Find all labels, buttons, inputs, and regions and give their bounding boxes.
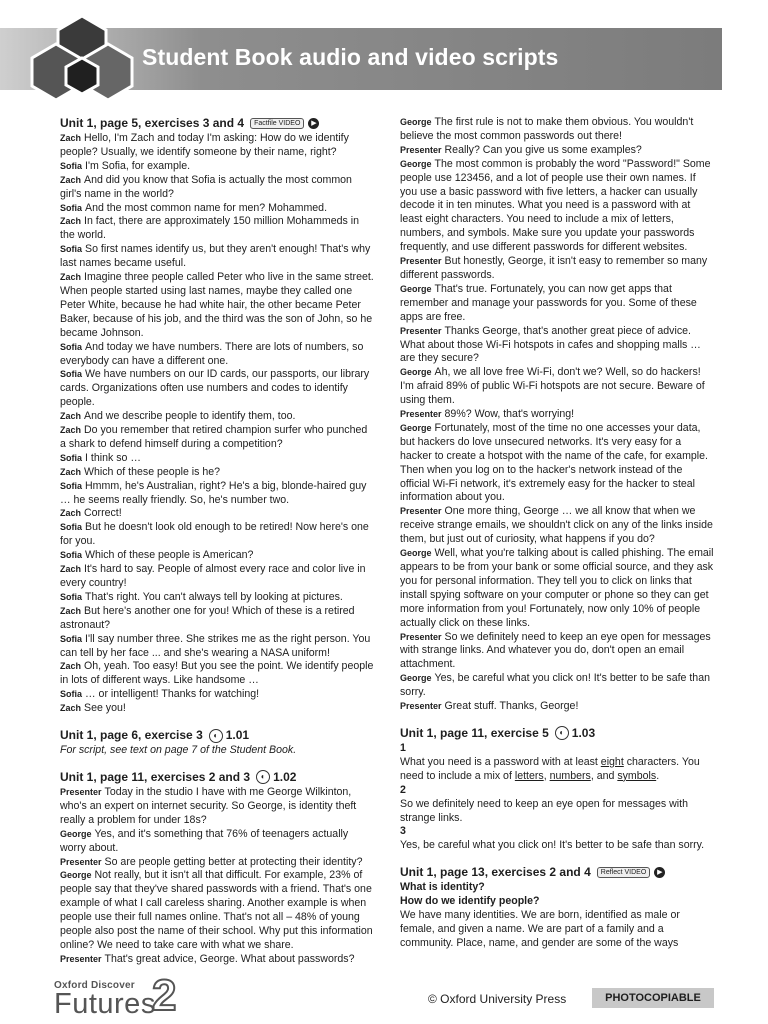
speaker-name: Sofia [60, 452, 83, 463]
speaker-name: George [400, 117, 432, 127]
speaker-name: Zach [60, 564, 82, 575]
speaker-name: George [400, 158, 432, 169]
speaker-name: Zach [60, 661, 82, 672]
logo-title: Futures [54, 988, 156, 1020]
speaker-name: Sofia [60, 480, 83, 491]
line-text: Fortunately, most of the time no one accesses your data, but hackers do love unsecured networks. It's very easy for a hacker to create a hotspot with the name of the cafe, for example. Then when you log on to the hacker's network instead of the official Wi-Fi network, it's extremely easy for the hacker to steal information about you. [400, 421, 708, 504]
dialogue-line [60, 424, 376, 452]
speaker-name: Presenter [400, 631, 442, 642]
line-text: But honestly, George, it isn't easy to remember so many different passwords. [400, 255, 708, 281]
dialogue-line [60, 591, 376, 605]
answer-text: So we definitely need to keep an eye open for messages with strange links. [400, 797, 688, 824]
line-text: Correct! [84, 507, 122, 520]
section-heading: Unit 1, page 11, exercises 2 and 3 ◐ 1.02 [60, 769, 297, 784]
line-text: I'm Sofia, for example. [85, 159, 191, 172]
dialogue-line [400, 408, 714, 422]
speaker-name: Sofia [60, 341, 83, 352]
speaker-name: Sofia [60, 160, 83, 171]
line-text: Imagine three people called Peter who live in the same street. When people started using last names, maybe they called one Peter White, because he had white hair, the other became Peter Baker, because of his job, and the third was the son of John, so he became Johnson. [60, 271, 374, 339]
dialogue-line [400, 283, 714, 325]
section-heading: Unit 1, page 13, exercises 2 and 4 Reflect VIDEO ▶ [400, 865, 714, 880]
audio-icon[interactable]: ◐ [209, 729, 223, 743]
line-text: And did you know that Sofia is actually the most common girl's name in the world? [60, 173, 352, 200]
line-text: Hmmm, he's Australian, right? He's a big, blonde-haired guy … he seems really friendly. So, he's number two. [60, 479, 367, 506]
line-text: That's true. Fortunately, you can now get apps that remember and manage your passwords for you. Some of these apps are free. [400, 282, 697, 323]
line-text: Do you remember that retired champion surfer who punched a shark to defend himself during a competition? [60, 424, 368, 450]
speaker-name: Sofia [60, 591, 83, 602]
dialogue-line [400, 255, 714, 283]
speaker-name: Zach [60, 703, 82, 714]
left-column [60, 116, 376, 967]
speaker-name: Presenter [400, 256, 442, 267]
line-text: Which of these people is he? [84, 465, 221, 478]
dialogue-line [400, 325, 714, 367]
line-text: … or intelligent! Thanks for watching! [85, 688, 260, 701]
section-heading: Unit 1, page 6, exercise 3 ◐ 1.01 [60, 728, 250, 743]
line-text: Great stuff. Thanks, George! [444, 700, 579, 713]
dialogue-line [60, 480, 376, 508]
item-number: 2 [400, 783, 406, 796]
video-tag: Reflect VIDEO [597, 867, 651, 878]
speaker-name: Presenter [400, 325, 442, 336]
line-text: And the most common name for men? Mohammed. [85, 201, 328, 214]
speaker-name: Sofia [60, 522, 83, 533]
speaker-name: George [400, 283, 432, 294]
line-text: And we describe people to identify them, too. [84, 410, 296, 423]
dialogue-line [60, 466, 376, 480]
speaker-name: Zach [60, 466, 82, 477]
speaker-name: Sofia [60, 202, 83, 213]
dialogue-line [60, 507, 376, 521]
dialogue-line [60, 160, 376, 174]
line-text: Yes, and it's something that 76% of teenagers actually worry about. [60, 827, 349, 854]
item-number: 3 [400, 825, 406, 838]
script-dialogue [60, 132, 376, 716]
speaker-name: George [400, 548, 432, 559]
line-text: Ah, we all love free Wi-Fi, don't we? Well, so do hackers! I'm afraid 89% of public Wi-Fi hotspots are not secure. Beware of using them. [400, 366, 705, 407]
dialogue-line [60, 549, 376, 563]
dialogue-line [60, 341, 376, 369]
copyright-text: © Oxford University Press [428, 992, 567, 1006]
speaker-name: Presenter [400, 409, 442, 420]
dialogue-line [60, 563, 376, 591]
speaker-name: Zach [60, 605, 82, 616]
speaker-name: Presenter [60, 856, 102, 867]
line-text: That's great advice, George. What about passwords? [104, 952, 355, 965]
script-dialogue [400, 116, 714, 714]
line-text: That's right. You can't always tell by looking at pictures. [85, 590, 343, 603]
speaker-name: Zach [60, 508, 82, 519]
speaker-name: Presenter [400, 701, 442, 712]
dialogue-line [400, 116, 714, 144]
speaker-name: Presenter [400, 506, 442, 517]
speaker-name: George [60, 870, 92, 881]
line-text: But he doesn't look old enough to be retired! Now here's one for you. [60, 521, 369, 548]
item-number: 1 [400, 741, 406, 754]
video-tag: Factfile VIDEO [250, 118, 304, 129]
speaker-name: Presenter [60, 786, 102, 797]
hexagon-logo-icon [26, 14, 138, 110]
speaker-name: Zach [60, 216, 82, 227]
dialogue-line [400, 505, 714, 547]
line-text: So first names identify us, but they aren't enough! That's why last names became useful. [60, 243, 371, 270]
dialogue-line [400, 144, 714, 158]
dialogue-line [60, 828, 376, 856]
line-text: In fact, there are approximately 150 million Mohammeds in the world. [60, 215, 359, 242]
line-text: Which of these people is American? [85, 549, 254, 562]
play-icon[interactable]: ▶ [654, 867, 665, 878]
line-text: The first rule is not to make them obvious. You wouldn't believe the most common passwords out there! [400, 116, 694, 142]
speaker-name: George [400, 673, 432, 684]
line-text: So we definitely need to keep an eye open for messages with strange links. And whatever you do, don't open an email attachment. [400, 630, 711, 671]
speaker-name: Zach [60, 174, 82, 185]
dialogue-line [60, 271, 376, 341]
play-icon[interactable]: ▶ [308, 118, 319, 129]
dialogue-line [400, 700, 714, 714]
dialogue-line [60, 786, 376, 828]
speaker-name: George [400, 367, 432, 378]
audio-icon[interactable]: ◐ [256, 770, 270, 784]
line-text: One more thing, George … we all know that when we receive strange emails, we shouldn't click on any of the links inside them, but just out of curiosity, what happens if you do? [400, 505, 713, 546]
logo-number: 2 [152, 971, 177, 1020]
dialogue-line [60, 953, 376, 967]
line-text: See you! [84, 702, 126, 715]
line-text: But here's another one for you! Which of these is a retired astronaut? [60, 604, 355, 631]
dialogue-line [60, 452, 376, 466]
line-text: Today in the studio I have with me George Wilkinton, who's an expert on internet security. So George, is identity theft really a problem for under 18s? [60, 785, 357, 826]
speaker-name: Zach [60, 411, 82, 422]
dialogue-line [60, 660, 376, 688]
script-subheading: How do we identify people? [400, 895, 540, 908]
speaker-name: Sofia [60, 550, 83, 561]
speaker-name: Zach [60, 133, 82, 143]
dialogue-line [60, 633, 376, 661]
answer-text: What you need is a password with at least eight characters. You need to include a mix of letters, numbers, and symbols. [400, 755, 700, 782]
script-paragraph: We have many identities. We are born, identified as male or female, and given a name. We are part of a family and a community. Place, name, and gender are some of the ways [400, 909, 680, 949]
logo-subtitle: Oxford Discover [54, 980, 135, 991]
dialogue-line [60, 215, 376, 243]
dialogue-line [400, 422, 714, 505]
line-text: Really? Can you give us some examples? [444, 143, 642, 156]
dialogue-line [60, 132, 376, 160]
line-text: And today we have numbers. There are lots of numbers, so everybody can have a different one. [60, 340, 364, 367]
line-text: Oh, yeah. Too easy! But you see the point. We identify people in lots of different ways. Like handsome … [60, 660, 374, 687]
dialogue-line [60, 202, 376, 216]
dialogue-line [60, 702, 376, 716]
line-text: I think so … [85, 451, 141, 464]
dialogue-line [400, 158, 714, 255]
dialogue-line [60, 688, 376, 702]
audio-icon[interactable]: ◐ [555, 726, 569, 740]
speaker-name: Sofia [60, 633, 83, 644]
dialogue-line [60, 174, 376, 202]
dialogue-line [400, 672, 714, 700]
dialogue-line [60, 605, 376, 633]
dialogue-line [60, 410, 376, 424]
speaker-name: Presenter [60, 953, 102, 964]
speaker-name: Presenter [400, 144, 442, 155]
photocopiable-badge: PHOTOCOPIABLE [592, 988, 714, 1008]
dialogue-line [400, 547, 714, 630]
line-text: We have numbers on our ID cards, our passports, our library cards. Organizations often use numbers and codes to identify people. [60, 368, 370, 409]
line-text: Yes, be careful what you click on! It's better to be safe than sorry. [400, 672, 710, 699]
line-text: Thanks George, that's another great piece of advice. What about those Wi-Fi hotspots in cafes and shopping malls … are they secure? [400, 324, 701, 365]
script-note: For script, see text on page 7 of the Student Book. [60, 744, 297, 757]
speaker-name: George [60, 828, 92, 839]
script-dialogue [60, 786, 376, 967]
page-title: Student Book audio and video scripts [142, 44, 559, 70]
dialogue-line [60, 243, 376, 271]
dialogue-line [60, 368, 376, 410]
line-text: 89%? Wow, that's worrying! [444, 408, 575, 421]
speaker-name: Sofia [60, 244, 83, 255]
line-text: Hello, I'm Zach and today I'm asking: How do we identify people? Usually, we identify someone by their name, right? [60, 132, 349, 158]
speaker-name: Zach [60, 425, 82, 436]
line-text: I'll say number three. She strikes me as the right person. You can tell by her face ... and she's wearing a NASA uniform! [60, 632, 371, 659]
series-logo [54, 980, 156, 1020]
dialogue-line [400, 366, 714, 408]
line-text: Well, what you're talking about is called phishing. The email appears to be from your bank or some official source, and they ask you for personal information. They tell you to click on links that install spying software on your computer or phone so they can get more information from you! Fortunately, now only 10% of people actually click on these links. [400, 547, 714, 629]
speaker-name: Sofia [60, 689, 83, 700]
section-heading: Unit 1, page 5, exercises 3 and 4 Factfile VIDEO ▶ [60, 116, 376, 131]
speaker-name: George [400, 422, 432, 433]
line-text: Not really, but it isn't all that difficult. For example, 23% of people say that they've shared passwords with a friend. That's one example of what I call careless sharing. Another example is when people use their full names online. That's not all – 48% of young people also post the name of their school. Why put this information online? We need to take care with what we share. [60, 869, 373, 951]
speaker-name: Sofia [60, 369, 83, 380]
dialogue-line [400, 631, 714, 673]
dialogue-line [60, 856, 376, 870]
line-text: It's hard to say. People of almost every race and color live in every country! [60, 563, 366, 589]
script-subheading: What is identity? [400, 881, 485, 894]
right-column [400, 116, 714, 951]
speaker-name: Zach [60, 272, 82, 283]
dialogue-line [60, 869, 376, 952]
line-text: So are people getting better at protecting their identity? [104, 855, 363, 868]
dialogue-line [60, 521, 376, 549]
section-heading: Unit 1, page 11, exercise 5 ◐ 1.03 [400, 725, 596, 740]
answer-text: Yes, be careful what you click on! It's better to be safe than sorry. [400, 839, 705, 852]
line-text: The most common is probably the word "Password!" Some people use 123456, and a lot of people use their own names. If you use a basic password with five letters, a hacker can usually decode it in ten minutes. What you need is a password with at least eight characters. You need to include a mix of letters, numbers, and symbols. Make sure you update your passwords frequently, and use different passwords for different websites. [400, 157, 711, 254]
